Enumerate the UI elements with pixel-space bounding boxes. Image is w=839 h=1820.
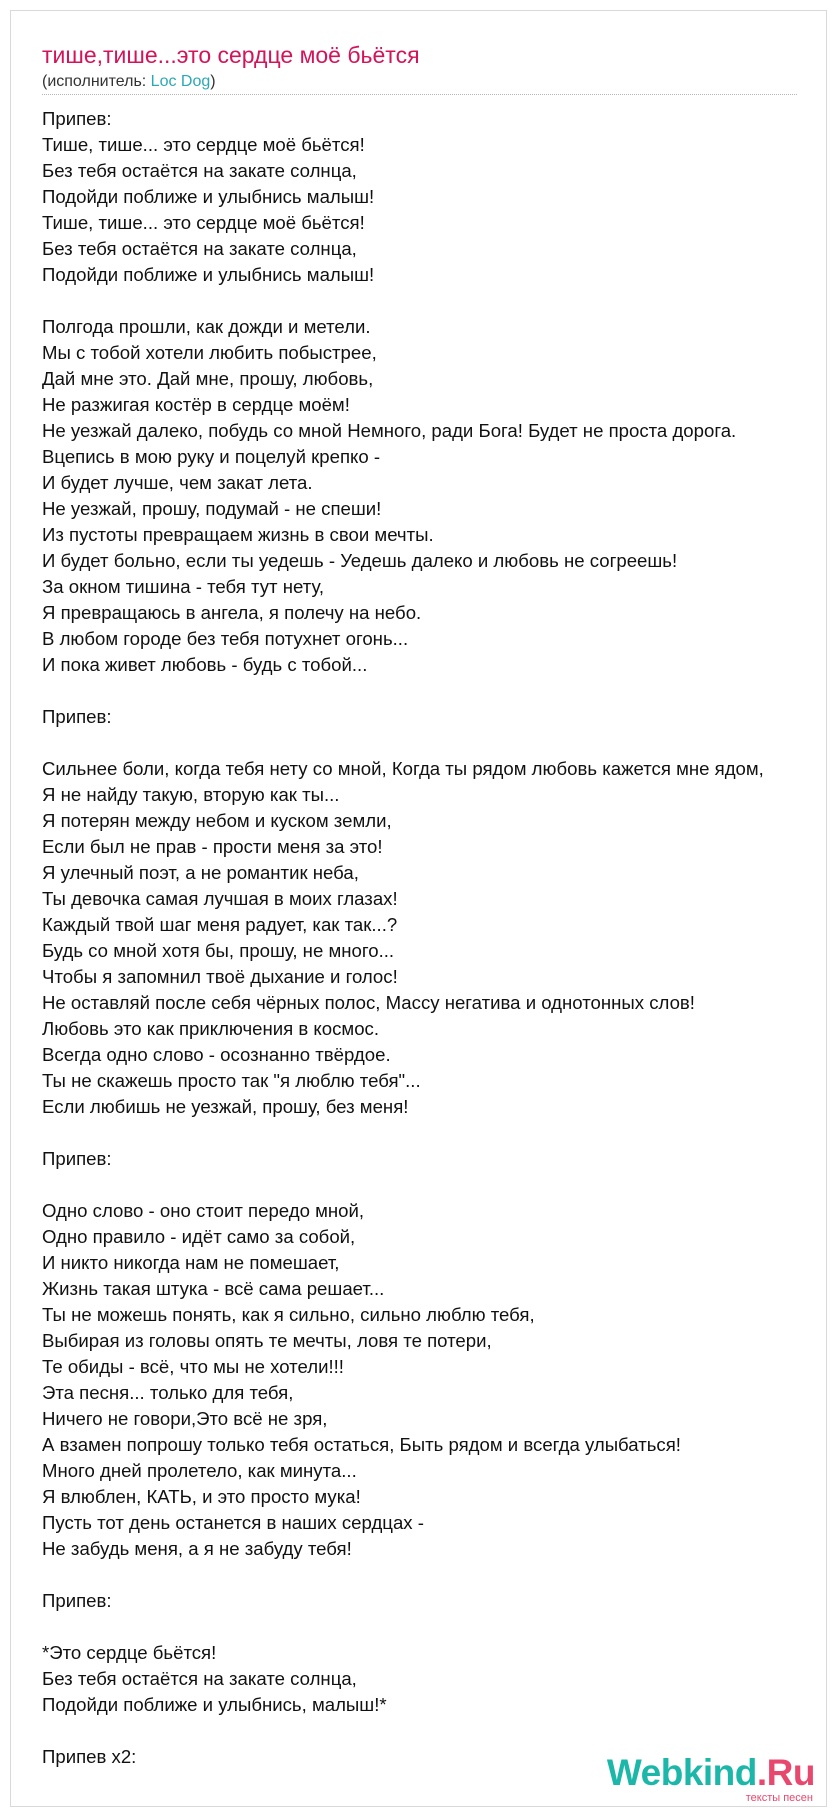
- lyrics-line: Тише, тише... это сердце моё бьётся!: [42, 134, 365, 155]
- lyrics-line: Всегда одно слово - осознанно твёрдое.: [42, 1044, 391, 1065]
- lyrics-blank-line: [42, 1120, 837, 1146]
- lyrics-line: Те обиды - всё, что мы не хотели!!!: [42, 1356, 344, 1377]
- lyrics-line: Ничего не говори,Это всё не зря,: [42, 1408, 328, 1429]
- lyrics-line: Подойди поближе и улыбнись малыш!: [42, 186, 375, 207]
- lyrics-line: Я не найду такую, вторую как ты...: [42, 784, 340, 805]
- lyrics-line: Подойди поближе и улыбнись малыш!: [42, 264, 375, 285]
- lyrics-line: Мы с тобой хотели любить побыстрее,: [42, 342, 377, 363]
- lyrics-line: Я превращаюсь в ангела, я полечу на небо.: [42, 602, 422, 623]
- lyrics-blank-line: [42, 1614, 837, 1640]
- lyrics-line: Припев:: [42, 1148, 112, 1169]
- lyrics-line: Без тебя остаётся на закате солнца,: [42, 1668, 357, 1689]
- lyrics-line: Припев x2:: [42, 1746, 137, 1767]
- lyrics-line: И будет больно, если ты уедешь - Уедешь далеко и любовь не согреешь!: [42, 550, 678, 571]
- lyrics-line: *Это сердце бьётся!: [42, 1642, 217, 1663]
- lyrics-line: Я влюблен, КАТЬ, и это просто мука!: [42, 1486, 361, 1507]
- lyrics-line: Не оставляй после себя чёрных полос, Массу негатива и однотонных слов!: [42, 992, 695, 1013]
- lyrics-line: Я потерян между небом и куском земли,: [42, 810, 392, 831]
- lyrics-line: И пока живет любовь - будь с тобой...: [42, 654, 368, 675]
- lyrics-line: Припев:: [42, 706, 112, 727]
- lyrics-line: Одно слово - оно стоит передо мной,: [42, 1200, 365, 1221]
- lyrics-blank-line: [42, 678, 837, 704]
- lyrics-line: Из пустоты превращаем жизнь в свои мечты.: [42, 524, 434, 545]
- logo-tagline: тексты песен: [745, 1792, 813, 1804]
- lyrics-line: Выбирая из головы опять те мечты, ловя те потери,: [42, 1330, 492, 1351]
- lyrics-line: Не разжигая костёр в сердце моём!: [42, 394, 350, 415]
- lyrics-line: Подойди поближе и улыбнись, малыш!*: [42, 1694, 387, 1715]
- lyrics-line: Эта песня... только для тебя,: [42, 1382, 294, 1403]
- lyrics-line: Ты не скажешь просто так "я люблю тебя"...: [42, 1070, 421, 1091]
- lyrics-blank-line: [42, 1172, 837, 1198]
- lyrics-line: Вцепись в мою руку и поцелуй крепко -: [42, 446, 381, 467]
- logo-domain-suffix: .Ru: [756, 1752, 815, 1793]
- lyrics-line: Без тебя остаётся на закате солнца,: [42, 160, 357, 181]
- artist-line: [42, 73, 216, 91]
- lyrics-line: Дай мне это. Дай мне, прошу, любовь,: [42, 368, 374, 389]
- lyrics-line: И будет лучше, чем закат лета.: [42, 472, 313, 493]
- lyrics-line: Будь со мной хотя бы, прошу, не много...: [42, 940, 395, 961]
- lyrics-line: Любовь это как приключения в космос.: [42, 1018, 380, 1039]
- lyrics-line: Без тебя остаётся на закате солнца,: [42, 238, 357, 259]
- lyrics-line: Ты не можешь понять, как я сильно, сильно люблю тебя,: [42, 1304, 535, 1325]
- site-logo[interactable]: [607, 1754, 815, 1804]
- lyrics-line: Каждый твой шаг меня радует, как так...?: [42, 914, 398, 935]
- artist-link[interactable]: Loc Dog: [150, 73, 211, 90]
- lyrics-text: [42, 106, 837, 1770]
- lyrics-line: Не забудь меня, а я не забуду тебя!: [42, 1538, 352, 1559]
- lyrics-line: Припев:: [42, 1590, 112, 1611]
- lyrics-line: Пусть тот день останется в наших сердцах -: [42, 1512, 424, 1533]
- lyrics-line: За окном тишина - тебя тут нету,: [42, 576, 325, 597]
- lyrics-line: А взамен попрошу только тебя остаться, Быть рядом и всегда улыбаться!: [42, 1434, 681, 1455]
- logo-wordmark: [607, 1754, 815, 1792]
- song-title: тише,тише...это сердце моё бьётся: [42, 42, 420, 68]
- lyrics-line: Если любишь не уезжай, прошу, без меня!: [42, 1096, 409, 1117]
- lyrics-line: Тише, тише... это сердце моё бьётся!: [42, 212, 365, 233]
- lyrics-line: Полгода прошли, как дожди и метели.: [42, 316, 371, 337]
- lyrics-blank-line: [42, 730, 837, 756]
- artist-suffix: ): [210, 73, 216, 90]
- lyrics-line: Не уезжай далеко, побудь со мной Немного, ради Бога! Будет не проста дорога.: [42, 420, 737, 441]
- lyrics-blank-line: [42, 1718, 837, 1744]
- artist-prefix: (исполнитель:: [42, 73, 151, 90]
- logo-main-text: Webkind: [606, 1752, 757, 1793]
- lyrics-line: В любом городе без тебя потухнет огонь...: [42, 628, 409, 649]
- lyrics-blank-line: [42, 1562, 837, 1588]
- lyrics-blank-line: [42, 288, 837, 314]
- lyrics-line: Жизнь такая штука - всё сама решает...: [42, 1278, 385, 1299]
- lyrics-line: Сильнее боли, когда тебя нету со мной, Когда ты рядом любовь кажется мне ядом,: [42, 758, 764, 779]
- lyrics-line: И никто никогда нам не помешает,: [42, 1252, 340, 1273]
- lyrics-line: Ты девочка самая лучшая в моих глазах!: [42, 888, 398, 909]
- header-divider: [42, 94, 797, 95]
- lyrics-line: Не уезжай, прошу, подумай - не спеши!: [42, 498, 382, 519]
- lyrics-line: Припев:: [42, 108, 112, 129]
- lyrics-line: Я улечный поэт, а не романтик неба,: [42, 862, 359, 883]
- lyrics-line: Чтобы я запомнил твоё дыхание и голос!: [42, 966, 398, 987]
- lyrics-line: Одно правило - идёт само за собой,: [42, 1226, 356, 1247]
- lyrics-line: Если был не прав - прости меня за это!: [42, 836, 383, 857]
- lyrics-line: Много дней пролетело, как минута...: [42, 1460, 357, 1481]
